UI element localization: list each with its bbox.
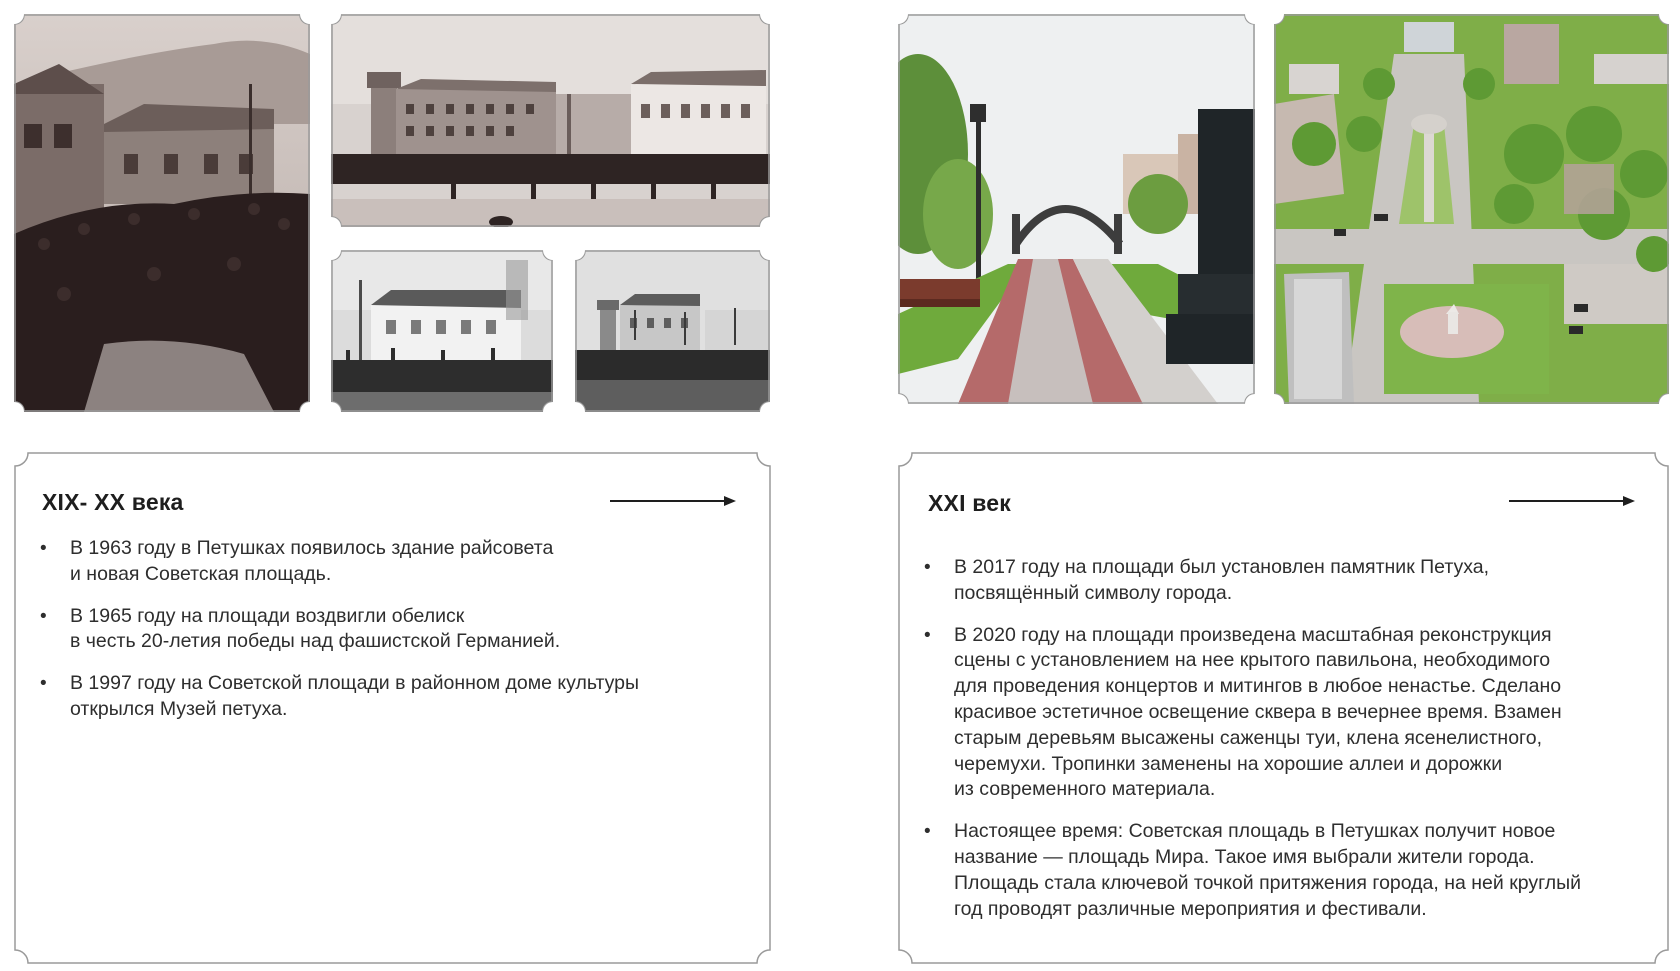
list-item: • Настоящее время: Советская площадь в Петушках получит новое название — площадь Мира. Такое имя выбрали жители города. Площадь стала ключевой точкой притяжения города, на ней круглый год проводят различные мероприятия и фестивали. — [924, 820, 1582, 920]
modern-photo-park-alley-arch — [898, 14, 1255, 404]
card-title: XIX- XX века — [42, 489, 184, 515]
history-list — [14, 536, 771, 723]
history-list — [898, 555, 1669, 922]
historic-photo-water-tower-square — [331, 14, 770, 227]
arrow-right-icon — [1509, 494, 1635, 508]
historic-photo-demonstration-flags — [575, 250, 770, 412]
list-item: • В 1997 году на Советской площади в районном доме культуры открылся Музей петуха. — [40, 672, 640, 720]
list-item: • В 1965 году на площади воздвигли обелиск в честь 20-летия победы над фашистской Германией. — [40, 604, 561, 653]
list-item: • В 2017 году на площади был установлен памятник Петуха, посвящённый символу города. — [924, 556, 1490, 604]
history-card-21-century — [898, 452, 1669, 964]
card-title: XXI век — [928, 490, 1012, 516]
history-card-19-20-century — [14, 452, 771, 964]
modern-photo-aerial-square — [1274, 14, 1669, 404]
list-item: • В 1963 году в Петушках появилось здание райсовета и новая Советская площадь. — [40, 537, 554, 585]
list-item: • В 2020 году на площади произведена масштабная реконструкция сцены с установлением на нее крытого павильона, необходимого для проведения концертов и митингов в любое ненастье. Сделано красивое эстетичное освещение сквера в вечернее время. Взамен старым деревьям высажены саженцы туи, клена ясенелистного, черемухи. Тропинки заменены на хорошие аллеи и дорожки из современного материала. — [924, 623, 1562, 801]
historic-photo-crowd-square — [14, 14, 310, 412]
historic-photo-parade-house-of-culture — [331, 250, 553, 412]
arrow-right-icon — [610, 494, 736, 508]
